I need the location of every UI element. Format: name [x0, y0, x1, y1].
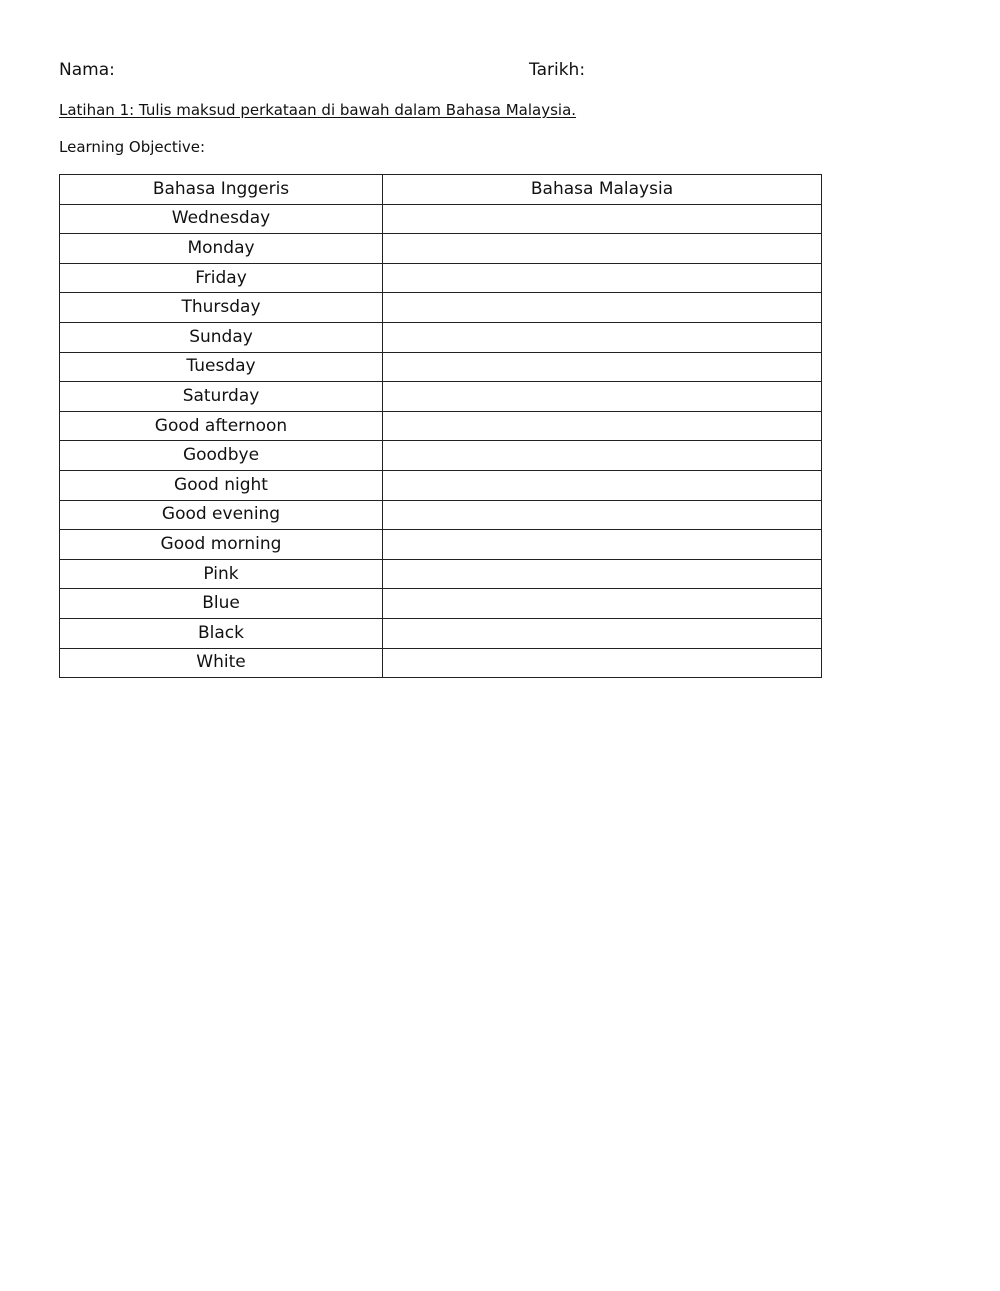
english-word-cell: Thursday	[60, 293, 383, 323]
english-word-cell: Good evening	[60, 500, 383, 530]
name-label: Nama:	[59, 60, 115, 80]
table-row	[60, 589, 822, 619]
english-word-cell: Black	[60, 618, 383, 648]
malay-answer-cell[interactable]	[383, 263, 822, 293]
table-row	[60, 648, 822, 678]
english-word-cell: Blue	[60, 589, 383, 619]
malay-answer-cell[interactable]	[383, 441, 822, 471]
malay-answer-cell[interactable]	[383, 618, 822, 648]
table-row	[60, 411, 822, 441]
malay-answer-cell[interactable]	[383, 352, 822, 382]
malay-answer-cell[interactable]	[383, 589, 822, 619]
english-word-cell: Friday	[60, 263, 383, 293]
table-row	[60, 204, 822, 234]
english-word-cell: Saturday	[60, 382, 383, 412]
vocabulary-table	[59, 174, 822, 678]
table-row	[60, 382, 822, 412]
malay-answer-cell[interactable]	[383, 648, 822, 678]
table-row	[60, 234, 822, 264]
malay-answer-cell[interactable]	[383, 293, 822, 323]
english-word-cell: White	[60, 648, 383, 678]
table-header-row	[60, 175, 822, 205]
table-row	[60, 618, 822, 648]
malay-answer-cell[interactable]	[383, 411, 822, 441]
header-english: Bahasa Inggeris	[60, 175, 383, 205]
english-word-cell: Monday	[60, 234, 383, 264]
english-word-cell: Good afternoon	[60, 411, 383, 441]
date-label: Tarikh:	[529, 60, 586, 80]
table-row	[60, 293, 822, 323]
english-word-cell: Pink	[60, 559, 383, 589]
table-row	[60, 559, 822, 589]
table-row	[60, 470, 822, 500]
malay-answer-cell[interactable]	[383, 470, 822, 500]
english-word-cell: Good night	[60, 470, 383, 500]
english-word-cell: Wednesday	[60, 204, 383, 234]
malay-answer-cell[interactable]	[383, 500, 822, 530]
english-word-cell: Goodbye	[60, 441, 383, 471]
table-row	[60, 500, 822, 530]
table-row	[60, 263, 822, 293]
learning-objective-label: Learning Objective:	[59, 138, 206, 156]
english-word-cell: Good morning	[60, 530, 383, 560]
malay-answer-cell[interactable]	[383, 322, 822, 352]
table-row	[60, 322, 822, 352]
table-row	[60, 352, 822, 382]
english-word-cell: Tuesday	[60, 352, 383, 382]
malay-answer-cell[interactable]	[383, 382, 822, 412]
english-word-cell: Sunday	[60, 322, 383, 352]
table-row	[60, 530, 822, 560]
malay-answer-cell[interactable]	[383, 559, 822, 589]
exercise-instruction: Latihan 1: Tulis maksud perkataan di bawah dalam Bahasa Malaysia.	[59, 101, 577, 119]
malay-answer-cell[interactable]	[383, 204, 822, 234]
table-row	[60, 441, 822, 471]
header-malay: Bahasa Malaysia	[383, 175, 822, 205]
malay-answer-cell[interactable]	[383, 530, 822, 560]
malay-answer-cell[interactable]	[383, 234, 822, 264]
